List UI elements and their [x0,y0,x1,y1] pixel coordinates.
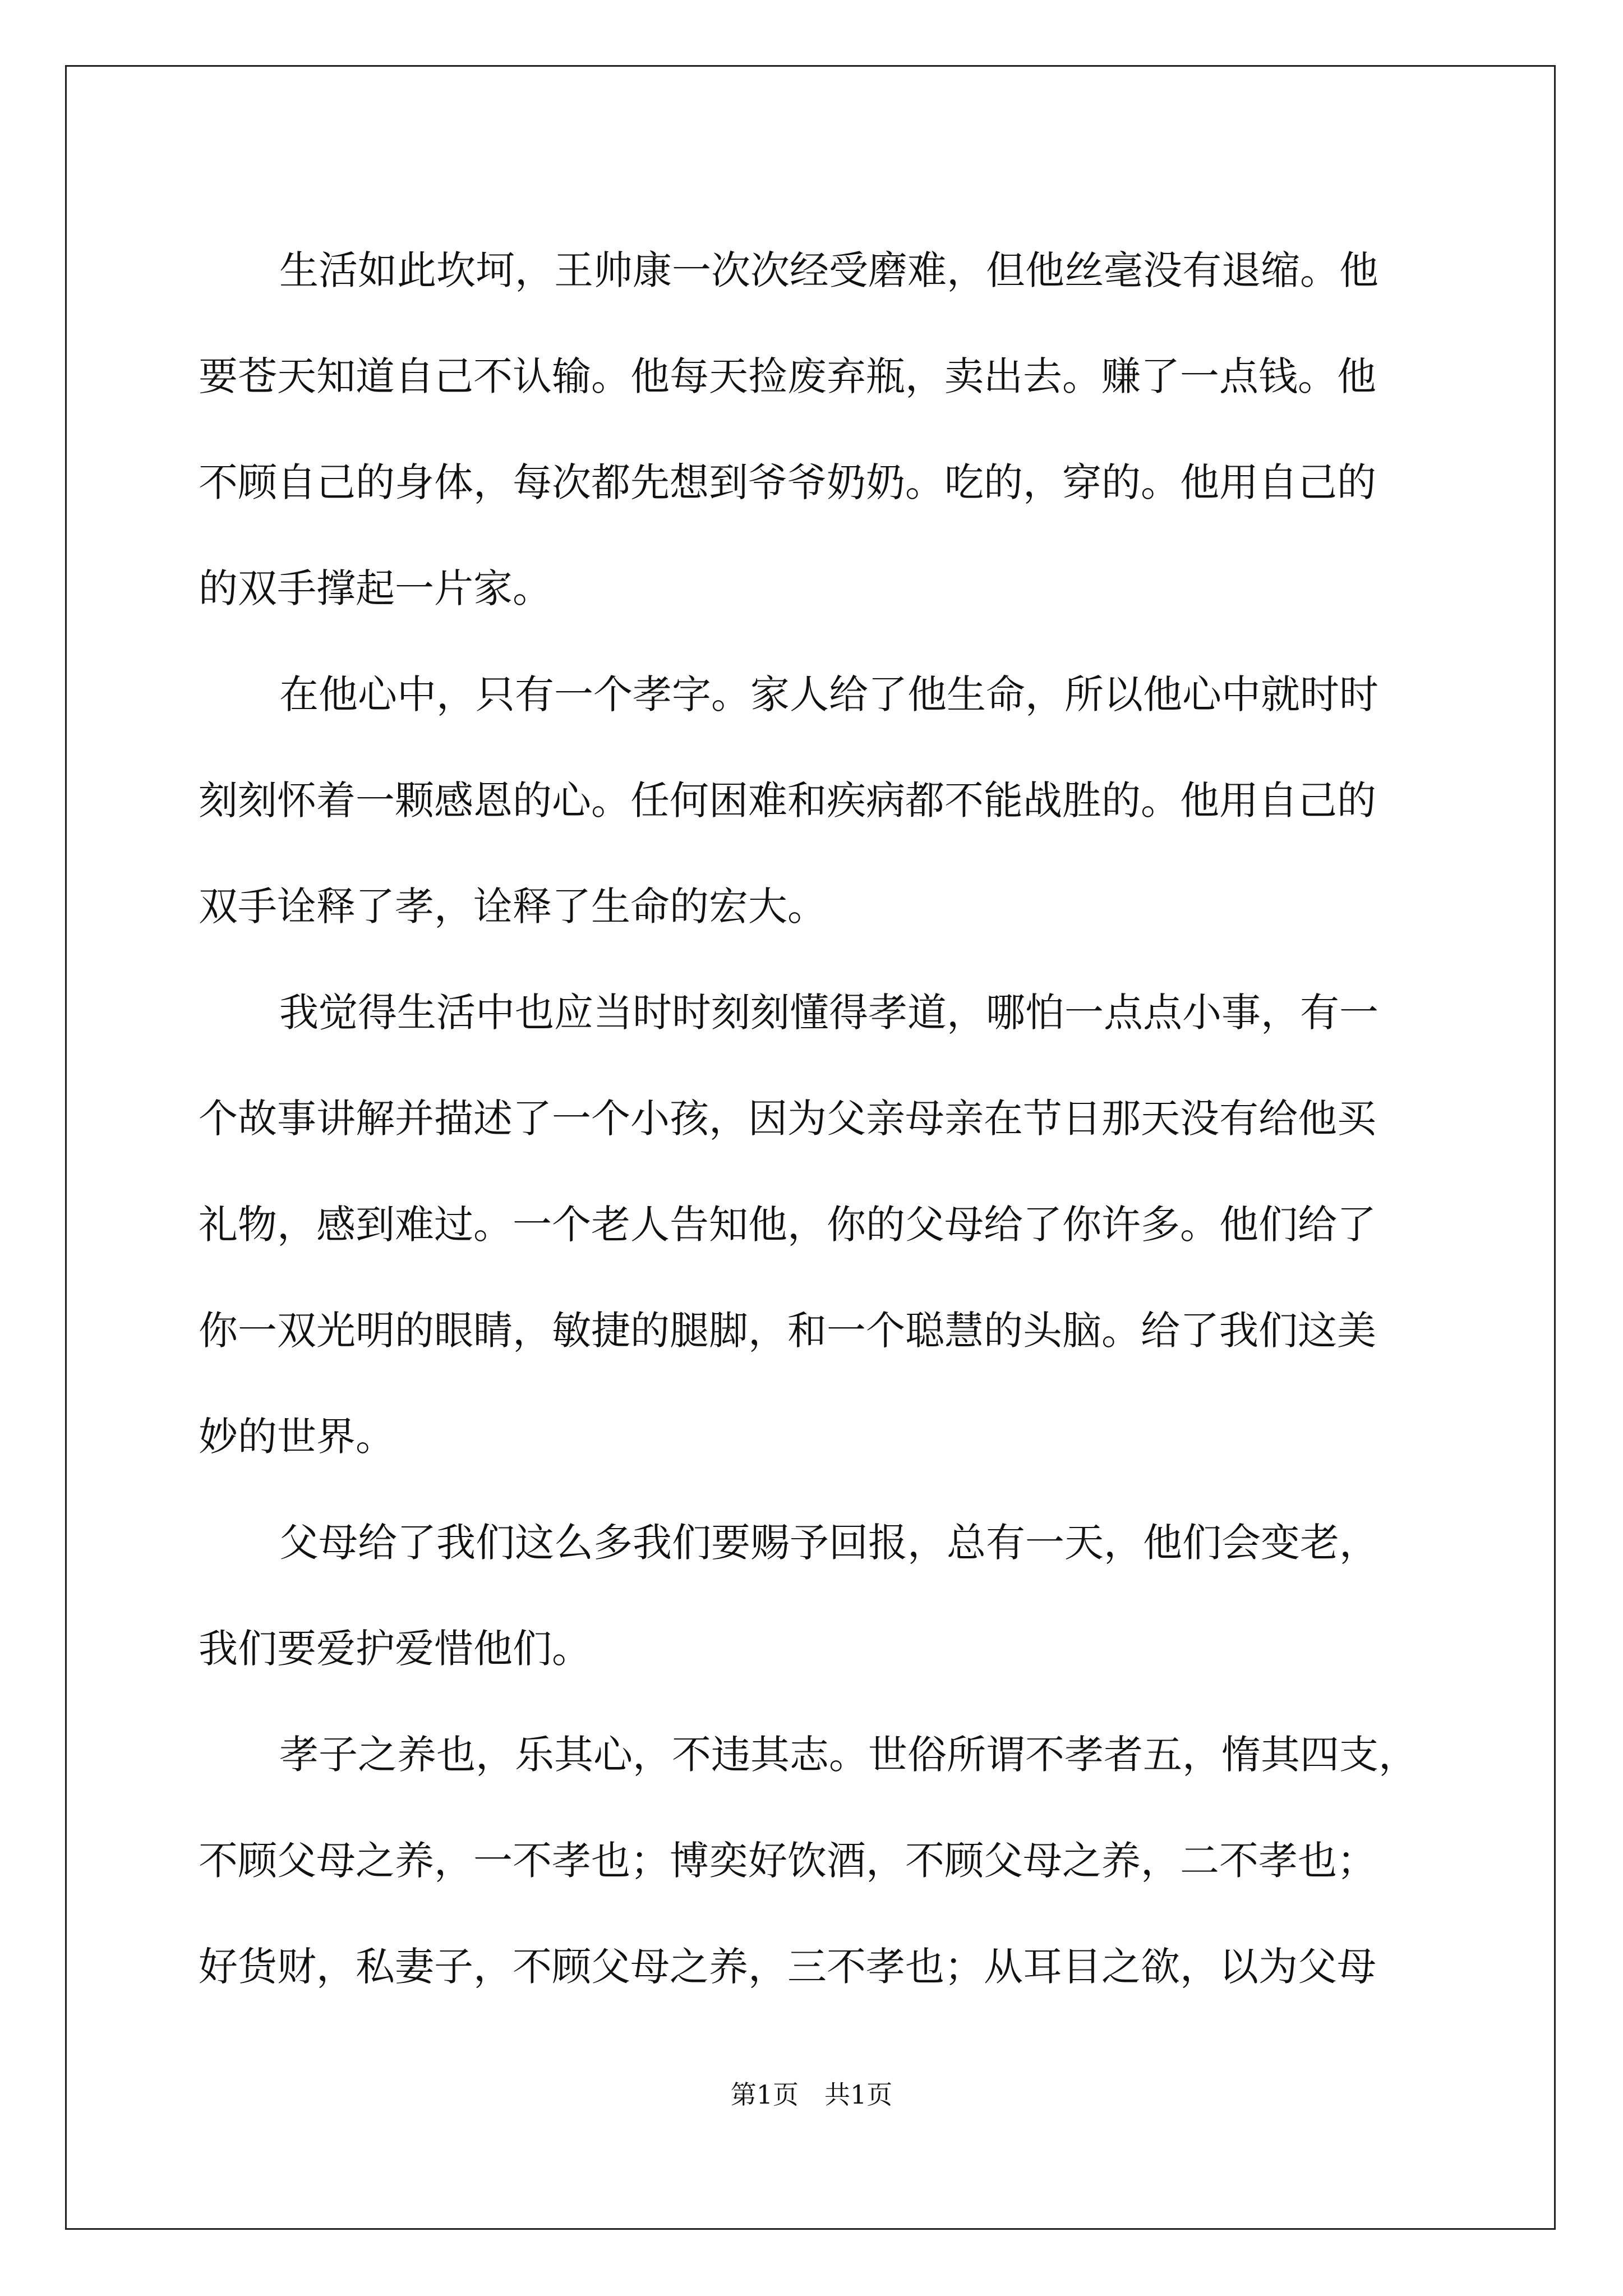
text-line: 父母给了我们这么多我们要赐予回报，总有一天，他们会变老， [279,1520,1378,1566]
document-body [199,218,1466,2020]
text-line: 你一双光明的眼睛，敏捷的腿脚，和一个聪慧的头脑。给了我们这美 [199,1308,1376,1354]
page-number-footer: 第1页 共1页 [730,2079,893,2110]
text-line: 在他心中，只有一个孝字。家人给了他生命，所以他心中就时时 [279,671,1378,717]
text-line: 要苍天知道自己不认输。他每天捡废弃瓶，卖出去。赚了一点钱。他 [199,353,1376,399]
text-line: 生活如此坎坷，王帅康一次次经受磨难，但他丝毫没有退缩。他 [279,247,1378,293]
text-line: 礼物，感到难过。一个老人告知他，你的父母给了你许多。他们给了 [199,1202,1376,1248]
text-line: 双手诠释了孝，诠释了生命的宏大。 [199,884,827,930]
text-line: 个故事讲解并描述了一个小孩，因为父亲母亲在节日那天没有给他买 [199,1096,1376,1142]
text-line: 孝子之养也，乐其心，不违其志。世俗所谓不孝者五，惰其四支， [279,1732,1418,1778]
text-line: 我觉得生活中也应当时时刻刻懂得孝道，哪怕一点点小事，有一 [279,990,1378,1036]
text-line: 不顾自己的身体，每次都先想到爷爷奶奶。吃的，穿的。他用自己的 [199,459,1376,505]
text-line: 不顾父母之养，一不孝也；博奕好饮酒，不顾父母之养，二不孝也； [199,1838,1376,1884]
text-line: 刻刻怀着一颗感恩的心。任何困难和疾病都不能战胜的。他用自己的 [199,777,1376,823]
text-line: 妙的世界。 [199,1414,395,1460]
text-line: 我们要爱护爱惜他们。 [199,1626,591,1672]
text-line: 好货财，私妻子，不顾父母之养，三不孝也；从耳目之欲，以为父母 [199,1944,1376,1990]
text-line: 的双手撑起一片家。 [199,565,552,611]
